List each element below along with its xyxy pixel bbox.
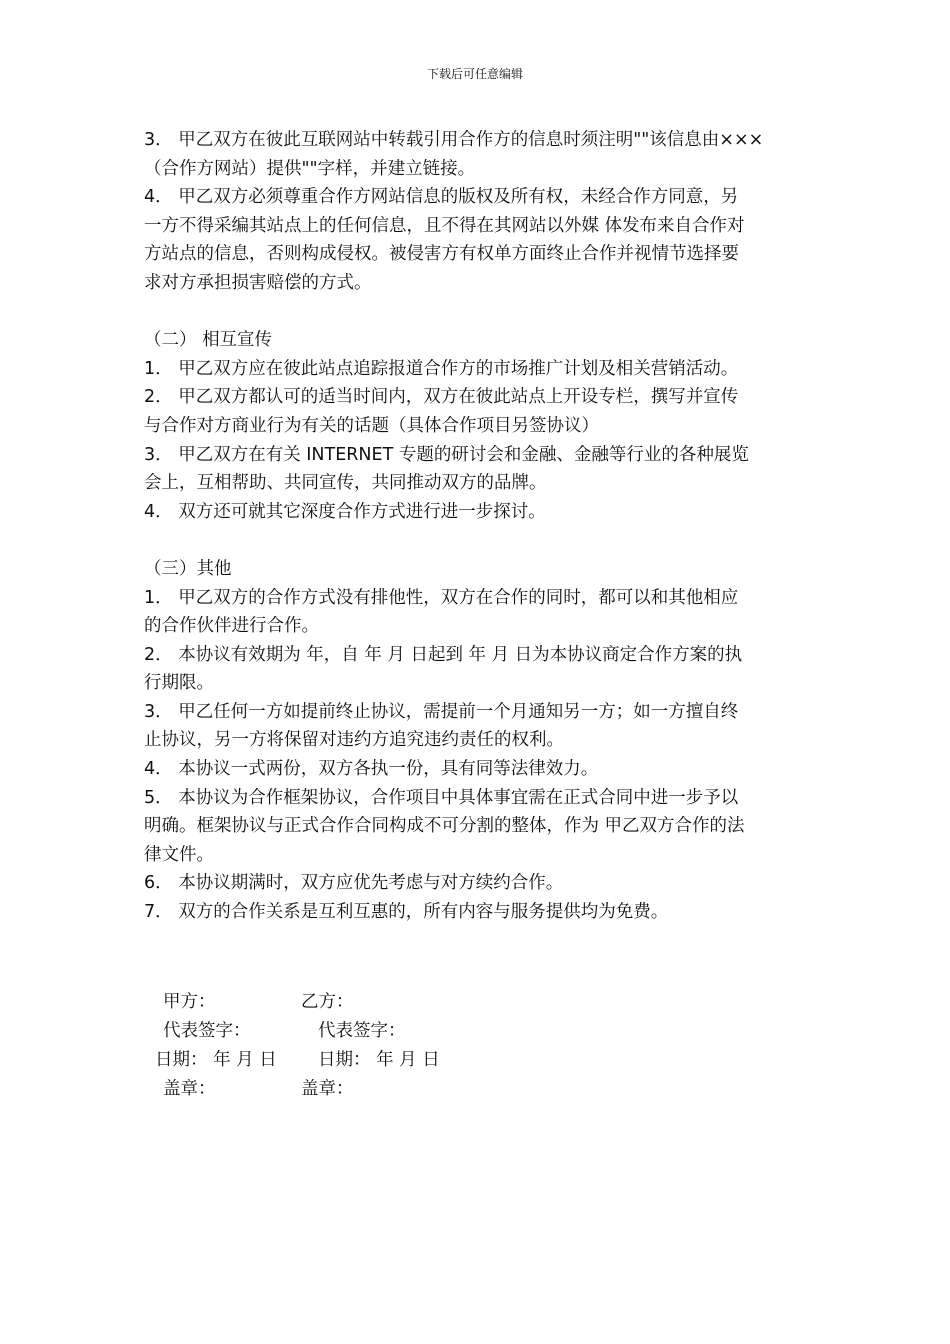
text-line: 3． 甲乙双方在有关 INTERNET 专题的研讨会和金融、金融等行业的各种展览 (144, 444, 749, 465)
text-line: 律文件。 (144, 844, 214, 865)
text-line: 1． 甲乙双方应在彼此站点追踪报道合作方的市场推广计划及相关营销活动。 (144, 358, 739, 379)
text-line: 6． 本协议期满时，双方应优先考虑与对方续约合作。 (144, 873, 564, 894)
section-heading: （二） 相互宣传 (144, 330, 273, 351)
page-header: 下载后可任意编辑 (426, 67, 523, 81)
text-line: （合作方网站）提供""字样，并建立链接。 (144, 158, 476, 179)
text-line: 5． 本协议为合作框架协议，合作项目中具体事宜需在正式合同中进一步予以 (144, 787, 739, 808)
text-line: 的合作伙伴进行合作。 (144, 616, 319, 637)
party-b-date-label: 日期： 年 月 日 (318, 1050, 440, 1070)
text-line: 会上，互相帮助、共同宣传，共同推动双方的品牌。 (144, 473, 547, 494)
text-line: 一方不得采编其站点上的任何信息，且不得在其网站以外媒 体发布来自合作对 (144, 215, 745, 236)
text-line: 1． 甲乙双方的合作方式没有排他性，双方在合作的同时，都可以和其他相应 (144, 587, 739, 608)
text-line: 2． 甲乙双方都认可的适当时间内，双方在彼此站点上开设专栏，撰写并宣传 (144, 387, 739, 408)
text-line: 明确。框架协议与正式合作合同构成不可分割的整体，作为 甲乙双方合作的法 (144, 816, 745, 837)
party-a-seal-label: 盖章： (163, 1079, 216, 1099)
text-line: 止协议，另一方将保留对违约方追究违约责任的权利。 (144, 730, 564, 751)
section-heading: （三）其他 (144, 558, 232, 579)
text-line: 4． 本协议一式两份，双方各执一份，具有同等法律效力。 (144, 759, 599, 780)
party-a-date-label: 日期： 年 月 日 (155, 1050, 277, 1070)
text-line: 行期限。 (144, 673, 214, 694)
text-line: 与合作对方商业行为有关的话题（具体合作项目另签协议） (144, 415, 599, 436)
text-line: 3． 甲乙任何一方如提前终止协议，需提前一个月通知另一方；如一方擅自终 (144, 701, 739, 722)
party-a-signature-label: 代表签字： (163, 1021, 251, 1041)
party-b-signature-label: 代表签字： (318, 1021, 406, 1041)
text-line: 7． 双方的合作关系是互利互惠的，所有内容与服务提供均为免费。 (144, 902, 669, 923)
text-line: 3． 甲乙双方在彼此互联网站中转载引用合作方的信息时须注明""该信息由××× (144, 130, 764, 150)
party-b-seal-label: 盖章： (301, 1079, 354, 1099)
text-line: 2． 本协议有效期为 年，自 年 月 日起到 年 月 日为本协议商定合作方案的执 (144, 644, 743, 665)
text-line: 求对方承担损害赔偿的方式。 (144, 272, 372, 293)
text-line: 4． 双方还可就其它深度合作方式进行进一步探讨。 (144, 501, 546, 522)
text-line: 4． 甲乙双方必须尊重合作方网站信息的版权及所有权，未经合作方同意，另 (144, 187, 739, 208)
party-b-label: 乙方： (301, 992, 354, 1012)
party-a-label: 甲方： (163, 992, 216, 1012)
text-line: 方站点的信息，否则构成侵权。被侵害方有权单方面终止合作并视情节选择要 (144, 244, 739, 265)
